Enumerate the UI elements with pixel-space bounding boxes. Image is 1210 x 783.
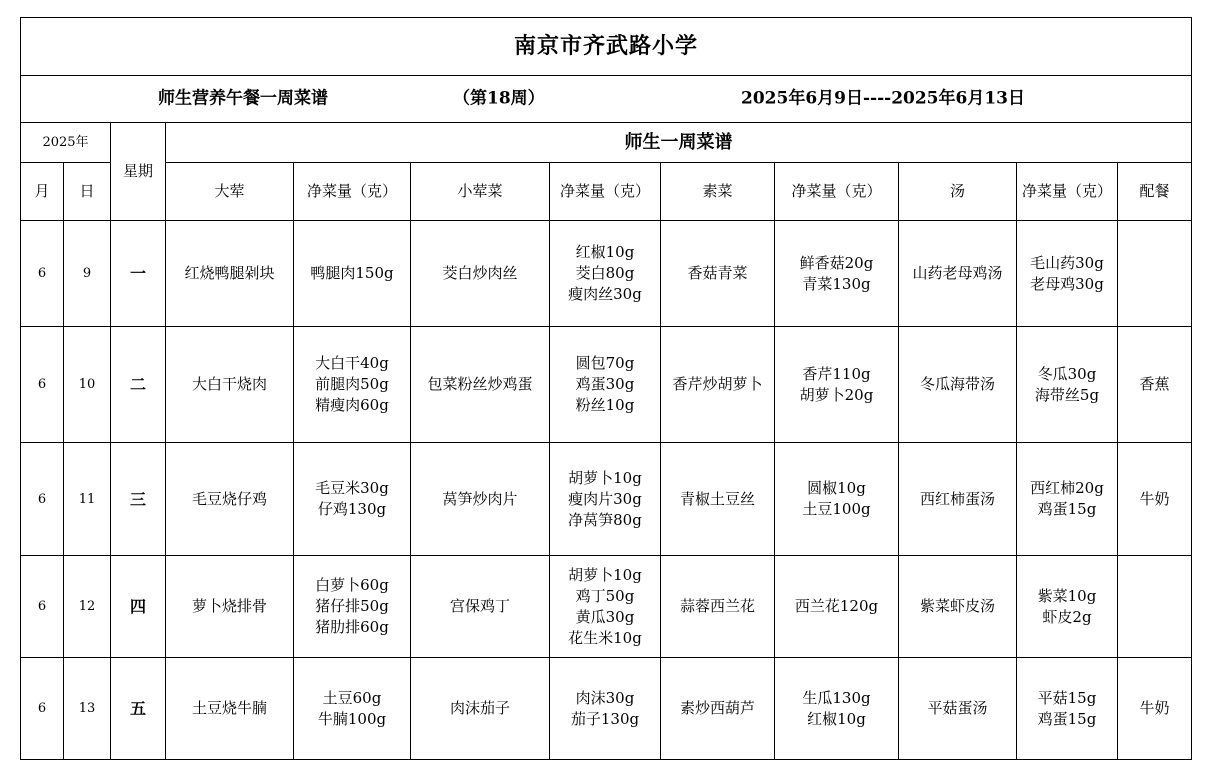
col-header-main-meat-qty: 净菜量（克） <box>294 163 411 221</box>
weekday-cell: 五 <box>111 658 166 760</box>
soup-dish: 冬瓜海带汤 <box>899 327 1017 443</box>
veg-dish: 蒜蓉西兰花 <box>661 556 775 658</box>
qty-line: 精瘦肉60g <box>315 396 389 414</box>
table-row <box>21 327 1192 443</box>
qty-line: 生瓜130g <box>802 688 871 707</box>
qty-line: 青菜130g <box>802 274 871 293</box>
qty-line: 花生米10g <box>568 628 642 647</box>
qty-line: 牛腩100g <box>317 709 387 728</box>
qty-line: 红椒10g <box>807 709 866 728</box>
col-header-main-meat: 大荤 <box>166 163 294 221</box>
qty-line: 白萝卜60g <box>315 576 389 594</box>
day-cell: 13 <box>64 658 111 760</box>
main-meat-dish: 红烧鸭腿剁块 <box>166 221 294 327</box>
main-meat-dish: 萝卜烧排骨 <box>166 556 294 658</box>
weekday-cell: 三 <box>111 443 166 556</box>
qty-line: 鸡蛋15g <box>1037 500 1097 518</box>
weekday-header: 星期 <box>111 123 166 221</box>
small-meat-qty <box>550 658 661 760</box>
veg-dish: 素炒西葫芦 <box>661 658 775 760</box>
qty-line: 虾皮2g <box>1042 607 1092 626</box>
main-meat-dish: 土豆烧牛腩 <box>166 658 294 760</box>
month-cell: 6 <box>21 658 64 760</box>
table-row <box>21 658 1192 760</box>
month-cell: 6 <box>21 443 64 556</box>
qty-line: 鸡丁50g <box>575 586 635 605</box>
qty-line: 鸡蛋30g <box>575 375 635 393</box>
qty-line: 冬瓜30g <box>1037 364 1097 383</box>
qty-line: 圆包70g <box>575 354 635 372</box>
small-meat-dish: 莴笋炒肉片 <box>411 443 550 556</box>
col-header-soup: 汤 <box>899 163 1017 221</box>
soup-dish: 紫菜虾皮汤 <box>899 556 1017 658</box>
qty-line: 毛山药30g <box>1030 253 1104 272</box>
veg-qty <box>775 658 899 760</box>
veg-dish: 香菇青菜 <box>661 221 775 327</box>
small-meat-qty <box>550 327 661 443</box>
main-meat-dish: 毛豆烧仔鸡 <box>166 443 294 556</box>
weekday-cell: 二 <box>111 327 166 443</box>
col-header-small-meat-qty: 净菜量（克） <box>550 163 661 221</box>
menu-subtitle: 师生营养午餐一周菜谱 <box>158 88 328 109</box>
weekly-menu-table <box>20 17 1192 760</box>
soup-qty <box>1017 221 1118 327</box>
small-meat-qty <box>550 556 661 658</box>
qty-line: 前腿肉50g <box>315 375 389 393</box>
main-meat-qty <box>294 327 411 443</box>
qty-line: 紫菜10g <box>1037 586 1097 605</box>
soup-dish: 平菇蛋汤 <box>899 658 1017 760</box>
main-meat-qty <box>294 443 411 556</box>
soup-qty <box>1017 443 1118 556</box>
qty-line: 仔鸡130g <box>317 500 387 518</box>
month-cell: 6 <box>21 556 64 658</box>
small-meat-qty <box>550 221 661 327</box>
day-cell: 11 <box>64 443 111 556</box>
weekday-cell: 四 <box>111 556 166 658</box>
main-meat-qty <box>294 556 411 658</box>
qty-line: 胡萝卜20g <box>799 385 874 404</box>
qty-line: 老母鸡30g <box>1030 274 1104 293</box>
header-row-1 <box>21 123 1192 163</box>
col-header-veg: 素菜 <box>661 163 775 221</box>
extra-cell <box>1118 556 1192 658</box>
month-cell: 6 <box>21 327 64 443</box>
day-cell: 12 <box>64 556 111 658</box>
qty-line: 海带丝5g <box>1034 385 1100 404</box>
veg-qty <box>775 327 899 443</box>
veg-dish: 香芹炒胡萝卜 <box>661 327 775 443</box>
veg-qty <box>775 556 899 658</box>
day-cell: 10 <box>64 327 111 443</box>
table-row <box>21 443 1192 556</box>
menu-section-title: 师生一周菜谱 <box>166 123 1192 163</box>
day-header: 日 <box>64 163 111 221</box>
small-meat-dish: 茭白炒肉丝 <box>411 221 550 327</box>
qty-line: 平菇15g <box>1037 688 1097 707</box>
title-row <box>21 18 1192 76</box>
soup-qty <box>1017 327 1118 443</box>
qty-line: 鸡蛋15g <box>1037 709 1097 728</box>
qty-line: 猪仔排50g <box>315 597 389 615</box>
qty-line: 毛豆米30g <box>315 479 389 497</box>
month-cell: 6 <box>21 221 64 327</box>
soup-qty <box>1017 658 1118 760</box>
qty-line: 胡萝卜10g <box>568 468 642 487</box>
qty-line: 圆椒10g <box>807 479 866 497</box>
extra-cell: 牛奶 <box>1118 658 1192 760</box>
qty-line: 粉丝10g <box>575 396 635 414</box>
month-header: 月 <box>21 163 64 221</box>
small-meat-dish: 包菜粉丝炒鸡蛋 <box>411 327 550 443</box>
soup-dish: 西红柿蛋汤 <box>899 443 1017 556</box>
qty-line: 净莴笋80g <box>568 510 642 529</box>
qty-line: 土豆100g <box>802 500 871 518</box>
qty-line: 红椒10g <box>575 243 635 261</box>
qty-line: 茭白80g <box>575 264 635 282</box>
qty-line: 西兰花120g <box>794 597 879 615</box>
date-range: 2025年6月9日----2025年6月13日 <box>741 88 1025 109</box>
extra-cell <box>1118 221 1192 327</box>
qty-line: 鲜香菇20g <box>799 253 874 272</box>
main-meat-dish: 大白干烧肉 <box>166 327 294 443</box>
extra-cell: 香蕉 <box>1118 327 1192 443</box>
qty-line: 瘦肉片30g <box>568 489 642 508</box>
col-header-soup-qty: 净菜量（克） <box>1017 163 1118 221</box>
year-header: 2025年 <box>21 123 111 163</box>
qty-line: 肉沫30g <box>575 688 635 707</box>
week-number: （第18周） <box>453 88 545 109</box>
veg-dish: 青椒土豆丝 <box>661 443 775 556</box>
qty-line: 香芹110g <box>802 364 871 383</box>
extra-cell: 牛奶 <box>1118 443 1192 556</box>
header-row-2 <box>21 163 1192 221</box>
qty-line: 鸭腿肉150g <box>310 264 394 282</box>
qty-line: 猪肋排60g <box>315 618 389 636</box>
small-meat-dish: 肉沫茄子 <box>411 658 550 760</box>
main-meat-qty <box>294 221 411 327</box>
subtitle-row <box>21 76 1192 123</box>
subtitle-cell <box>21 76 1192 123</box>
weekday-cell: 一 <box>111 221 166 327</box>
qty-line: 土豆60g <box>322 688 382 707</box>
veg-qty <box>775 221 899 327</box>
table-row <box>21 556 1192 658</box>
school-name: 南京市齐武路小学 <box>21 18 1192 76</box>
qty-line: 大白干40g <box>315 354 389 372</box>
qty-line: 胡萝卜10g <box>568 565 642 584</box>
soup-dish: 山药老母鸡汤 <box>899 221 1017 327</box>
main-meat-qty <box>294 658 411 760</box>
qty-line: 茄子130g <box>570 709 640 728</box>
qty-line: 瘦肉丝30g <box>568 285 642 303</box>
veg-qty <box>775 443 899 556</box>
small-meat-dish: 宫保鸡丁 <box>411 556 550 658</box>
qty-line: 西红柿20g <box>1030 479 1104 497</box>
day-cell: 9 <box>64 221 111 327</box>
table-row <box>21 221 1192 327</box>
qty-line: 黄瓜30g <box>575 607 635 626</box>
col-header-extra: 配餐 <box>1118 163 1192 221</box>
col-header-small-meat: 小荤菜 <box>411 163 550 221</box>
soup-qty <box>1017 556 1118 658</box>
col-header-veg-qty: 净菜量（克） <box>775 163 899 221</box>
small-meat-qty <box>550 443 661 556</box>
